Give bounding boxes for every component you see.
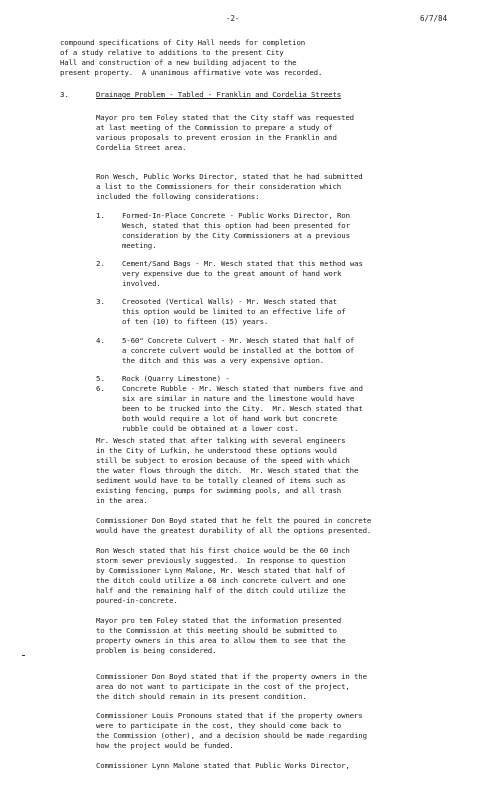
pronouns-paragraph: Commissioner Louis Pronouns stated that if the property owners were to participate in the cost, they should come back to the Commission (other), and a decision should be made regarding how the project would be funded.: [96, 711, 367, 750]
consideration-number: 2.: [96, 259, 105, 268]
consideration-text: Rock (Quarry Limestone) - Concrete Rubble - Mr. Wesch stated that numbers five and six are similar in nature and the limestone would have been to be trucked into the City. Mr. Wesch stated that both would require a lot of hand work but concrete rubble could be obtained at a lower cost.: [122, 374, 363, 433]
page-date: 6/7/84: [420, 14, 448, 23]
consideration-number: 4.: [96, 336, 105, 345]
consideration-number: 5. 6.: [96, 374, 105, 393]
consideration-text: Creosoted (Vertical Walls) - Mr. Wesch stated that this option would be limited to an effective life of of ten (10) to fifteen (15) years.: [122, 297, 346, 326]
section-title: Drainage Problem - Tabled - Franklin and Cordelia Streets: [96, 90, 342, 99]
consideration-number: 3.: [96, 297, 105, 306]
last-paragraph: Commissioner Lynn Malone stated that Public Works Director,: [96, 761, 350, 770]
margin-mark: [22, 655, 25, 656]
foley-paragraph: Mayor pro tem Foley stated that the information presented to the Commission at this meeting should be submitted to property owners in this area to allow them to see that the problem is being considered.: [96, 616, 346, 655]
consideration-text: Cement/Sand Bags - Mr. Wesch stated that this method was very expensive due to the great amount of hand work involved.: [122, 259, 363, 288]
choice-paragraph: Ron Wesch stated that his first choice would be the 60 inch storm sewer previously suggested. In response to question by Commissioner Lynn Malone, Mr. Wesch stated that half of the ditch could utilize a 60 inch concrete culvert and one half and the remaining half of the ditch could utilize the poured-in-concrete.: [96, 546, 350, 605]
intro-paragraph: compound specifications of City Hall needs for completion of a study relative to additions to the present City Hall and construction of a new building adjacent to the present property. A unanimous affirmative vote was recorded.: [60, 38, 323, 77]
mayor-paragraph: Mayor pro tem Foley stated that the City staff was requested at last meeting of the Commission to prepare a study of various proposals to prevent erosion in the Franklin and Cordelia Street area.: [96, 113, 354, 152]
section-number: 3.: [60, 90, 69, 99]
wesch-intro-paragraph: Ron Wesch, Public Works Director, stated that he had submitted a list to the Commissioners for their consideration which included the following considerations:: [96, 172, 363, 201]
consideration-text: Formed-In-Place Concrete - Public Works Director, Ron Wesch, stated that this option had been presented for consideration by the City Commissioners at a previous meeting.: [122, 211, 350, 250]
consideration-text: 5-60" Concrete Culvert - Mr. Wesch stated that half of a concrete culvert would be installed at the bottom of the ditch and this was a very expensive option.: [122, 336, 355, 365]
boyd-paragraph-1: Commissioner Don Boyd stated that he felt the poured in concrete would have the greatest durability of all the options presented.: [96, 516, 372, 535]
page-number: -2-: [226, 14, 240, 23]
engineers-paragraph: Mr. Wesch stated that after talking with several engineers in the City of Lufkin, he understood these options would still be subject to erosion because of the speed with which the water flows through the ditch. Mr. Wesch stated that the sediment would have to be totally cleaned of items such as existing fencing, pumps for swimming pools, and all trash in the area.: [96, 436, 359, 505]
boyd-paragraph-2: Commissioner Don Boyd stated that if the property owners in the area do not want to participate in the cost of the project, the ditch should remain in its present condition.: [96, 672, 367, 701]
consideration-number: 1.: [96, 211, 105, 220]
